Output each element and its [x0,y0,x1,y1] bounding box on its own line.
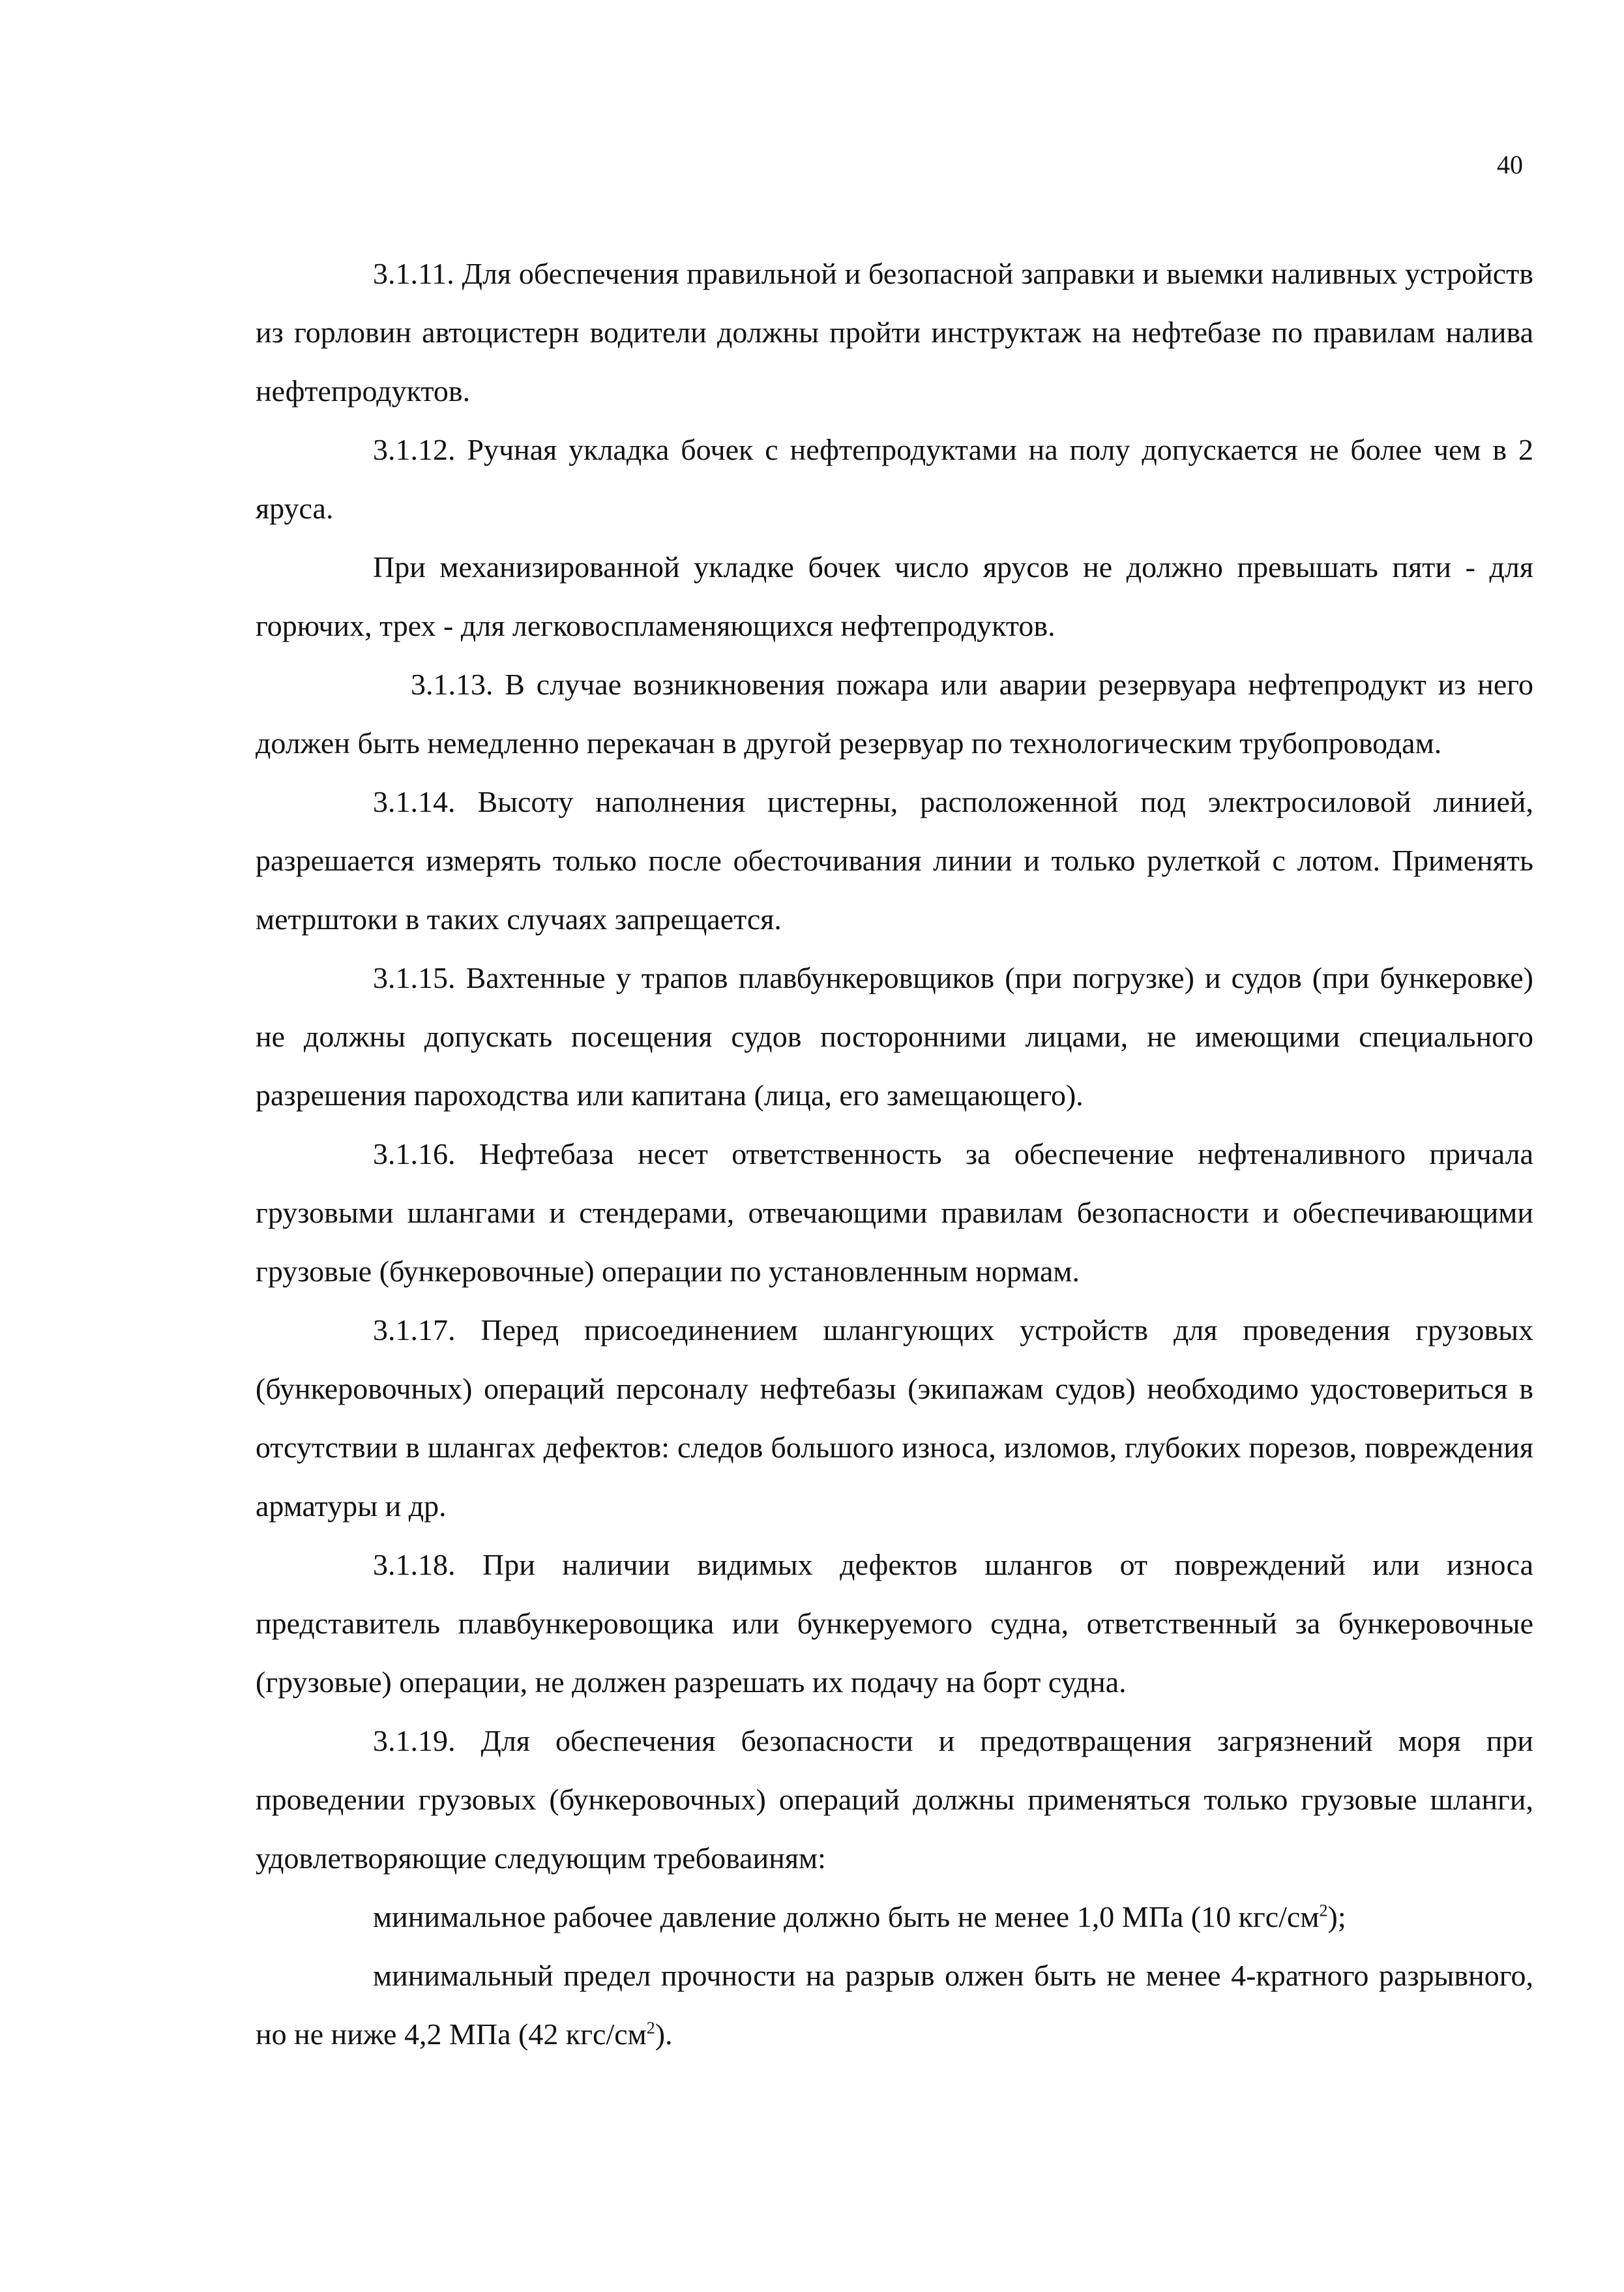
paragraph-3-1-12: 3.1.12. Ручная укладка бочек с нефтепродуктами на полу допускается не более чем в 2 яруса. [256,433,1533,525]
document-body [256,245,1533,2064]
superscript: 2 [1319,1901,1328,1920]
paragraph-3-1-11: 3.1.11. Для обеспечения правильной и безопасной заправки и выемки наливных устройств из горловин автоцистерн водители должны пройти инструктаж на нефтебазе по правилам налива нефтепродуктов. [256,257,1533,408]
requirement-text: минимальное рабочее давление должно быть не менее 1,0 МПа (10 кгс/см [373,1900,1320,1933]
paragraph-3-1-19: 3.1.19. Для обеспечения безопасности и предотвращения загрязнений моря при проведении грузовых (бункеровочных) операций должны применяться только грузовые шланги, удовлетворяющие следующим требоваиням: [256,1724,1533,1875]
paragraph-3-1-18: 3.1.18. При наличии видимых дефектов шлангов от повреждений или износа представитель плавбункеровощика или бункеруемого судна, ответственный за бункеровочные (грузовые) операции, не должен разрешать их подачу на борт судна. [256,1548,1533,1699]
requirement-text: минимальный предел прочности на разрыв олжен быть не менее 4-кратного разрывного, но не ниже 4,2 МПа (42 кгс/см [256,1959,1533,2051]
paragraph-3-1-16: 3.1.16. Нефтебаза несет ответственность за обеспечение нефтеналивного причала грузовыми шлангами и стендерами, отвечающими правилам безопасности и обеспечивающими грузовые (бункеровочные) операции по установленным нормам. [256,1137,1533,1288]
paragraph-3-1-15: 3.1.15. Вахтенные у трапов плавбункеровщиков (при погрузке) и судов (при бункеровке) не должны допускать посещения судов посторонними лицами, не имеющими специального разрешения пароходства или капитана (лица, его замещающего). [256,961,1533,1112]
paragraph-3-1-13: 3.1.13. В случае возникновения пожара или аварии резервуара нефтепродукт из него должен быть немедленно перекачан в другой резервуар по технологическим трубопроводам. [256,668,1533,760]
page-number: 40 [1497,150,1523,179]
requirement-tail: ); [1327,1900,1346,1933]
paragraph-3-1-14: 3.1.14. Высоту наполнения цистерны, расположенной под электросиловой линией, разрешается измерять только после обесточивания линии и только рулеткой с лотом. Применять метрштоки в таких случаях запрещается. [256,785,1533,936]
paragraph-mechanized-stacking: При механизированной укладке бочек число ярусов не должно превышать пяти - для горючих, трех - для легковоспламеняющихся нефтепродуктов. [256,550,1533,642]
superscript: 2 [646,2018,655,2038]
requirement-min-tensile-strength [256,1946,1533,2064]
requirement-tail: ). [655,2017,673,2051]
paragraph-3-1-17: 3.1.17. Перед присоединением шлангующих устройств для проведения грузовых (бункеровочных) операций персоналу нефтебазы (экипажам судов) необходимо удостовериться в отсутствии в шлангах дефектов: следов большого износа, изломов, глубоких порезов, повреждения арматуры и др. [256,1313,1533,1523]
requirement-min-working-pressure [256,1888,1533,1946]
